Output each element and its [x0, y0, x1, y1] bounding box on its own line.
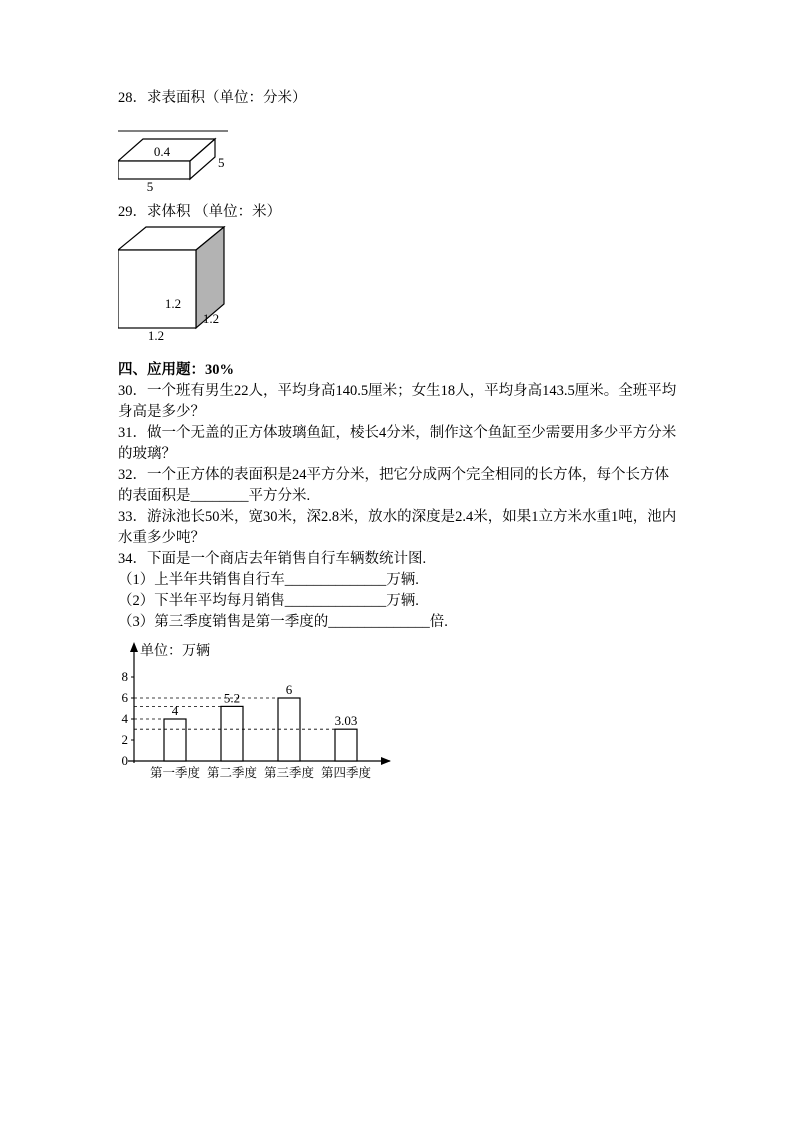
cuboid-label-side: 5	[218, 155, 225, 170]
y-tick-label: 0	[121, 753, 128, 768]
question-28-text: 28．求表面积（单位：分米）	[118, 90, 307, 106]
section-4-heading: 四、应用题：30%	[118, 362, 234, 378]
cube-figure	[118, 226, 234, 344]
bar-value-label: 6	[285, 682, 293, 697]
question-29-text: 29．求体积 （单位：米）	[118, 204, 282, 220]
y-tick-label: 4	[121, 711, 128, 726]
bar	[221, 706, 243, 761]
y-tick-label: 8	[121, 669, 128, 684]
category-label: 第二季度	[206, 766, 258, 780]
cube-front-face	[118, 250, 196, 328]
cuboid-label-top: 0.4	[153, 144, 171, 159]
y-tick-label: 2	[121, 732, 128, 747]
question-32-text: 32．一个正方体的表面积是24平方分米，把它分成两个完全相同的长方体，每个长方体的表面积是________平方分米.	[118, 467, 669, 504]
bar	[164, 719, 186, 761]
question-31-text: 31．做一个无盖的正方体玻璃鱼缸，棱长4分米，制作这个鱼缸至少需要用多少平方分米的玻璃？	[118, 425, 677, 462]
question-34-sub3: （3）第三季度销售是第一季度的______________倍.	[118, 614, 448, 630]
category-label: 第四季度	[320, 766, 372, 780]
bar-value-label: 3.03	[334, 713, 358, 729]
question-34-text: 34．下面是一个商店去年销售自行车辆数统计图.	[118, 551, 427, 567]
question-34-sub1: （1）上半年共销售自行车______________万辆.	[118, 572, 419, 588]
x-axis-arrow	[381, 757, 391, 765]
category-label: 第一季度	[149, 766, 201, 780]
cuboid-front-face	[118, 161, 190, 179]
bar-value-label: 5.2	[223, 690, 241, 706]
bar-value-label: 4	[171, 703, 179, 718]
bar	[335, 729, 357, 761]
y-tick-label: 6	[121, 690, 128, 705]
question-34-sub2: （2）下半年平均每月销售______________万辆.	[118, 593, 419, 609]
bar-chart-container	[118, 641, 681, 800]
cuboid-figure	[118, 130, 240, 194]
cube-label-width: 1.2	[147, 328, 165, 343]
cuboid-label-bottom: 5	[146, 179, 154, 194]
question-30-text: 30．一个班有男生22人，平均身高140.5厘米；女生18人，平均身高143.5厘米。全班平均身高是多少？	[118, 383, 677, 420]
cube-label-height: 1.2	[164, 296, 182, 311]
question-33-text: 33．游泳池长50米，宽30米，深2.8米，放水的深度是2.4米，如果1立方米水重1吨，池内水重多少吨？	[118, 509, 677, 546]
chart-unit-label: 单位：万辆	[140, 644, 210, 659]
bar-chart	[118, 641, 418, 793]
cube-label-depth: 1.2	[202, 311, 220, 326]
y-axis-arrow	[130, 642, 138, 652]
category-label: 第三季度	[263, 766, 315, 780]
